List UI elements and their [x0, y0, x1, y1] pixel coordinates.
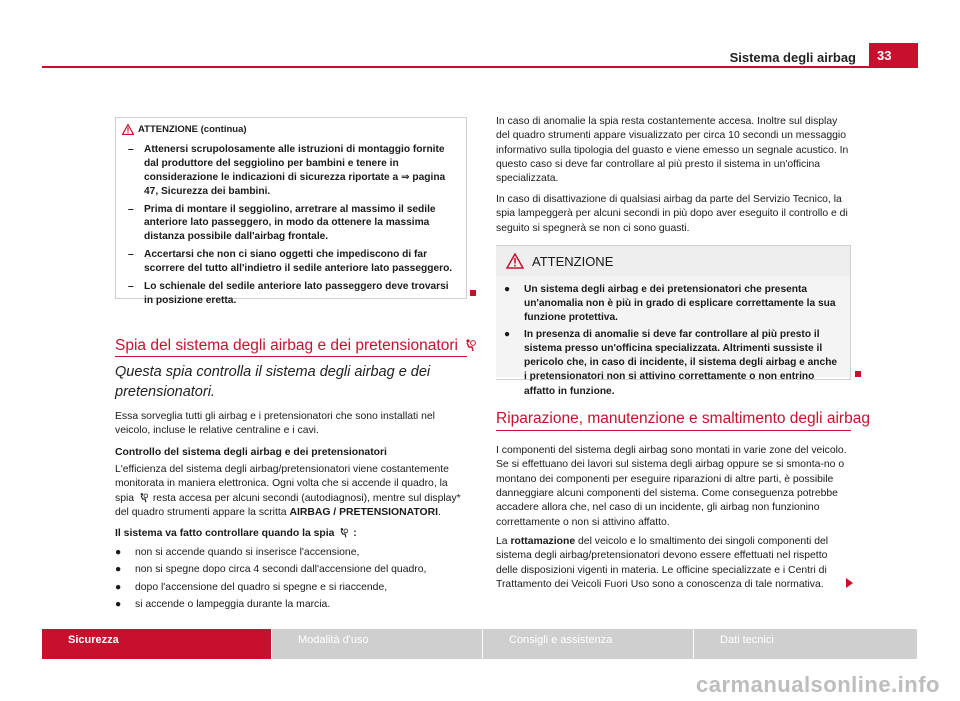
section-intro: Questa spia controlla il sistema degli airbag e dei pretensionatori. [115, 364, 431, 400]
list-item: – Lo schienale del sedile anteriore lato passeggero deve trovarsi in posizione eretta. [128, 280, 449, 306]
warning-title: ATTENZIONE [532, 253, 614, 269]
paragraph-efficiency: L'efficienza del sistema degli airbag/pretensionatori viene costantemente monitorata in maniera elettronica. Ogni volta che si accende il quadro, la spia resta accesa per alcuni secondi (autodiagnosi), mentre sul display* del quadro strumenti appare la scritta AIRBAG / PRETENSIONATORI. [115, 464, 461, 519]
tab-dati-tecnici[interactable]: Dati tecnici [694, 629, 917, 659]
paragraph: Essa sorveglia tutti gli airbag e i pretensionatori che sono installati nel veicolo, incluse le relative centraline e i cavi. [115, 411, 435, 437]
watermark: carmanualsonline.info [696, 672, 940, 697]
paragraph-scrapping: La rottamazione del veicolo e lo smaltimento dei singoli componenti del sistema degli airbag/pretensionatori devono essere effettuati nel rispetto delle disposizioni vigenti in materia. Le officine specializzate e i Centri di Trattamento dei Veicoli Fuori Uso sono a conoscenza di tale normativa. [496, 536, 829, 591]
footer-nav [42, 629, 918, 659]
section-end-marker [470, 290, 476, 296]
airbag-warning-icon [138, 492, 149, 503]
tab-modalita-uso[interactable]: Modalità d'uso [272, 629, 482, 659]
paragraph: In caso di disattivazione di qualsiasi airbag da parte del Servizio Tecnico, la spia lampeggerà per alcuni secondi in più dopo aver eseguito il controllo e di seguito si spegnerà se non ci sono guasti. [496, 194, 848, 234]
list-item: ● non si spegne dopo circa 4 secondi dall'accensione del quadro, [115, 564, 427, 576]
warning-continued-title: ATTENZIONE (continua) [138, 124, 247, 135]
continue-arrow-icon [846, 578, 853, 588]
warning-triangle-icon [506, 253, 524, 269]
list-item: ● dopo l'accensione del quadro si spegne e si riaccende, [115, 581, 388, 593]
airbag-warning-icon [338, 527, 349, 538]
bullet-list [115, 543, 467, 612]
page-number: 33 [869, 43, 918, 68]
tab-consigli-assistenza[interactable]: Consigli e assistenza [483, 629, 693, 659]
warning-header [496, 246, 850, 276]
list-item: ● non si accende quando si inserisce l'accensione, [115, 547, 360, 558]
warning-box [496, 245, 851, 397]
page-header [0, 0, 960, 70]
subheading-when-check: Il sistema va fatto controllare quando la spia : [115, 528, 357, 539]
list-item: – Prima di montare il seggiolino, arretrare al massimo il sedile anteriore lato passeggero, in modo da ottenere la massima distanza possibile dall'airbag frontale. [128, 203, 436, 243]
warning-continued-header [116, 118, 466, 135]
header-title: Sistema degli airbag [729, 50, 856, 65]
list-item: – Accertarsi che non ci siano oggetti che impediscono di far scorrere del tutto all'indietro il sedile anteriore lato passeggero. [128, 249, 453, 274]
list-item: ● Un sistema degli airbag e dei pretensionatori che presenta un'anomalia non è più in grado di esplicare correttamente la sua funzione protettiva. [504, 284, 836, 324]
warning-triangle-icon [122, 124, 134, 135]
section-rule [115, 356, 467, 357]
subheading-control: Controllo del sistema degli airbag e dei pretensionatori [115, 447, 387, 458]
header-rule [42, 66, 918, 68]
list-item: – Attenersi scrupolosamente alle istruzioni di montaggio fornite dal produttore del seggiolino per bambini e tenere in considerazione le indicazioni di sicurezza riportate a ⇒ pagina 47, Sicurezza dei bambini. [128, 144, 446, 197]
list-item: ● In presenza di anomalie si deve far controllare al più presto il sistema presso un'officina specializzata. Altrimenti sussiste il pericolo che, in caso di incidente, il sistema degli airbag e anche i pretensionatori non si attivino correttamente o non entrino affatto in funzione. [504, 329, 838, 397]
list-item: ● si accende o lampeggia durante la marcia. [115, 599, 331, 611]
section-title-airbag-light: Spia del sistema degli airbag e dei pretensionatori [115, 337, 478, 355]
paragraph: I componenti del sistema degli airbag sono montati in varie zone del veicolo. Se si effettuano dei lavori sul sistema degli airbag oppure se si smonta-no o montano dei componenti per eseguire riparazioni di altre parti, è possibile danneggiare alcuni componenti del sistema. Come conseguenza potrebbe accadere allora che, nel caso di un incidente, gli airbag non funzionino correttamente o non si attivino affatto. [496, 445, 847, 528]
paragraph: In caso di anomalie la spia resta costantemente accesa. Inoltre sul display del quadro strumenti appare visualizzato per circa 10 secondi un messaggio informativo sulla tipologia del guasto e viene emesso un segnale acustico. In questo caso si deve far controllare al più presto il sistema in un'officina specializzata. [496, 116, 849, 185]
section-title-repair: Riparazione, manutenzione e smaltimento degli airbag [496, 410, 870, 427]
section-rule [496, 430, 851, 431]
airbag-warning-icon [463, 338, 477, 352]
tab-sicurezza[interactable]: Sicurezza [42, 629, 271, 659]
warning-box-continued [115, 117, 467, 306]
section-end-marker [855, 371, 861, 377]
